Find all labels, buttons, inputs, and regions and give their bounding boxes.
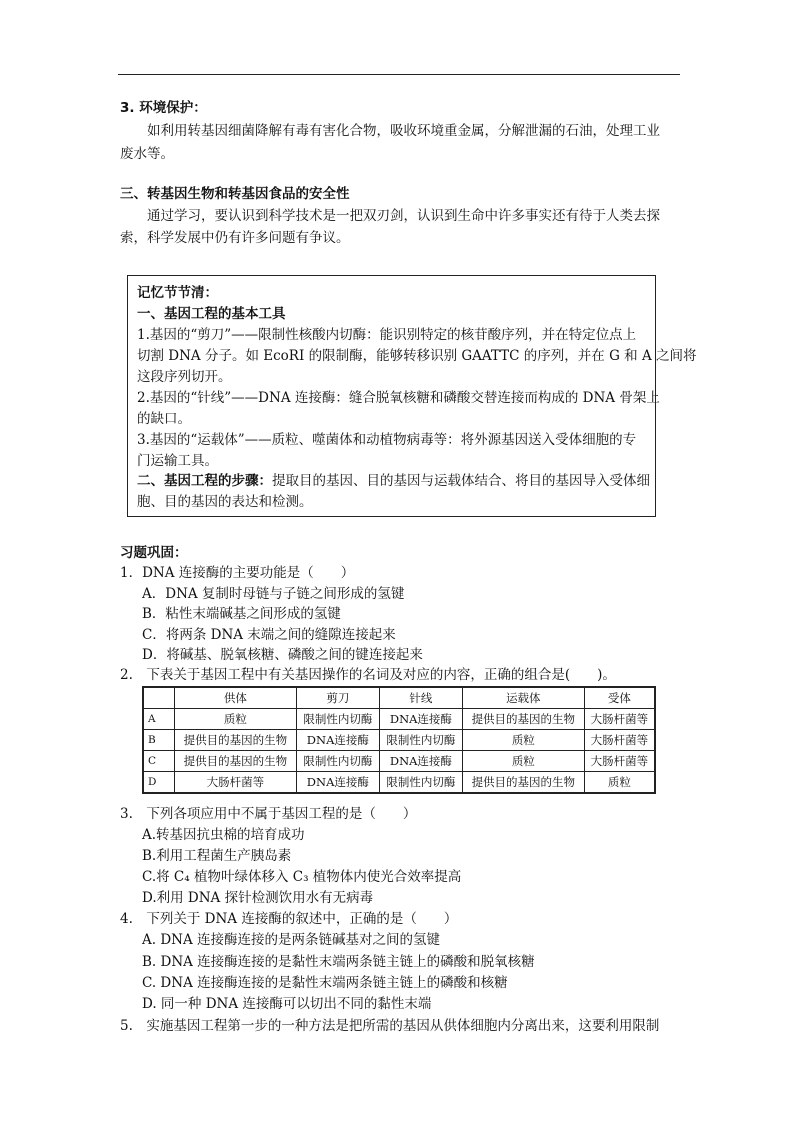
table-cell: 大肠杆菌等 [584, 709, 655, 730]
q1-option-d: D．将碱基、脱氧核糖、磷酸之间的键连接起来 [142, 647, 423, 663]
section-3-line-2: 废水等。 [120, 146, 174, 162]
table-cell: DNA连接酶 [296, 730, 379, 751]
q4-option-b: B. DNA 连接酶连接的是黏性末端两条链主链上的磷酸和脱氧核糖 [142, 954, 535, 970]
q3-option-c: C.将 C₄ 植物叶绿体移入 C₃ 植物体内使光合效率提高 [142, 869, 462, 885]
q3-option-b: B.利用工程菌生产胰岛素 [142, 848, 292, 864]
memory-item-1-line-2: 切割 DNA 分子。如 EcoRI 的限制酶，能够转移识别 GAATTC 的序列，并在 G 和 A 之间将 [137, 348, 697, 364]
memory-item-1-line-3: 这段序列切开。 [137, 369, 232, 385]
table-row [143, 751, 655, 772]
memory-steps-line-2: 胞、目的基因的表达和检测。 [137, 494, 313, 510]
memory-item-3-line-2: 门运输工具。 [137, 453, 218, 469]
section-3-line-1: 如利用转基因细菌降解有毒有害化合物，吸收环境重金属，分解泄漏的石油，处理工业 [147, 123, 660, 139]
table-cell: 大肠杆菌等 [584, 751, 655, 772]
table-cell: 质粒 [462, 751, 584, 772]
header-rule [118, 74, 680, 75]
table-header-cell [143, 687, 175, 709]
q4-option-d: D. 同一种 DNA 连接酶可以切出不同的黏性末端 [142, 996, 432, 1012]
q1-option-b: B．粘性末端碱基之间形成的氢键 [142, 606, 341, 622]
table-cell: 大肠杆菌等 [584, 730, 655, 751]
section-3-heading: 3. 环境保护： [120, 100, 207, 116]
gene-operation-table [142, 686, 656, 794]
table-row [143, 709, 655, 730]
table-cell: 限制性内切酶 [379, 772, 462, 794]
table-header-cell: 针线 [379, 687, 462, 709]
q4-option-c: C. DNA 连接酶连接的是黏性末端两条链主链上的磷酸和核糖 [142, 975, 508, 991]
memory-item-1-line-1: 1.基因的“剪刀”——限制性核酸内切酶：能识别特定的核苷酸序列，并在特定位点上 [137, 327, 637, 343]
safety-line-2: 索，科学发展中仍有许多问题有争议。 [120, 230, 350, 246]
memory-steps-text: 提取目的基因、目的基因与运载体结合、将目的基因导入受体细 [272, 473, 650, 489]
table-cell: 提供目的基因的生物 [175, 751, 297, 772]
table-cell: 限制性内切酶 [296, 751, 379, 772]
table-cell: 提供目的基因的生物 [175, 730, 297, 751]
exercises-heading: 习题巩固： [120, 545, 188, 561]
memory-item-2-line-2: 的缺口。 [137, 411, 191, 427]
q3-stem: 3. 下列各项应用中不属于基因工程的是（ ） [120, 806, 417, 822]
q2-stem: 2. 下表关于基因工程中有关基因操作的名词及对应的内容，正确的组合是( )。 [120, 667, 616, 683]
memory-box-title: 记忆节节清： [137, 285, 218, 301]
table-cell: DNA连接酶 [296, 772, 379, 794]
q1-option-c: C．将两条 DNA 末端之间的缝隙连接起来 [142, 627, 396, 643]
table-cell: B [143, 730, 175, 751]
q4-stem: 4. 下列关于 DNA 连接酶的叙述中，正确的是（ ） [120, 911, 458, 927]
q5-stem: 5. 实施基因工程第一步的一种方法是把所需的基因从供体细胞内分离出来，这要利用限制 [120, 1018, 660, 1034]
table-cell: 大肠杆菌等 [175, 772, 297, 794]
table-cell: C [143, 751, 175, 772]
table-cell: 质粒 [584, 772, 655, 794]
memory-steps-label: 二、基因工程的步骤： [137, 473, 272, 489]
table-cell: 限制性内切酶 [379, 730, 462, 751]
q1-stem: 1．DNA 连接酶的主要功能是（ ） [120, 565, 355, 581]
safety-heading: 三、转基因生物和转基因食品的安全性 [120, 186, 350, 202]
table-cell: DNA连接酶 [379, 709, 462, 730]
table-header-row [143, 687, 655, 709]
table-cell: A [143, 709, 175, 730]
table-header-cell: 剪刀 [296, 687, 379, 709]
memory-box-subheading-tools: 一、基因工程的基本工具 [137, 306, 286, 322]
q1-option-a: A．DNA 复制时母链与子链之间形成的氢键 [142, 586, 405, 602]
table-cell: 限制性内切酶 [296, 709, 379, 730]
table-cell: DNA连接酶 [379, 751, 462, 772]
table-header-cell: 运载体 [462, 687, 584, 709]
q4-option-a: A. DNA 连接酶连接的是两条链碱基对之间的氢键 [142, 932, 441, 948]
safety-line-1: 通过学习，要认识到科学技术是一把双刃剑，认识到生命中许多事实还有待于人类去探 [147, 208, 660, 224]
memory-steps-line-1 [137, 471, 650, 491]
table-cell: D [143, 772, 175, 794]
table-row [143, 772, 655, 794]
table-header-cell: 供体 [175, 687, 297, 709]
table-cell: 质粒 [175, 709, 297, 730]
q3-option-a: A.转基因抗虫棉的培育成功 [142, 827, 305, 843]
table-header-cell: 受体 [584, 687, 655, 709]
q3-option-d: D.利用 DNA 探针检测饮用水有无病毒 [142, 890, 374, 906]
table-cell: 提供目的基因的生物 [462, 709, 584, 730]
table-cell: 质粒 [462, 730, 584, 751]
table-row [143, 730, 655, 751]
table-cell: 提供目的基因的生物 [462, 772, 584, 794]
memory-item-2-line-1: 2.基因的“针线”——DNA 连接酶：缝合脱氧核糖和磷酸交替连接而构成的 DNA 骨架上 [137, 390, 660, 406]
memory-item-3-line-1: 3.基因的“运载体”——质粒、噬菌体和动植物病毒等：将外源基因送入受体细胞的专 [137, 432, 637, 448]
